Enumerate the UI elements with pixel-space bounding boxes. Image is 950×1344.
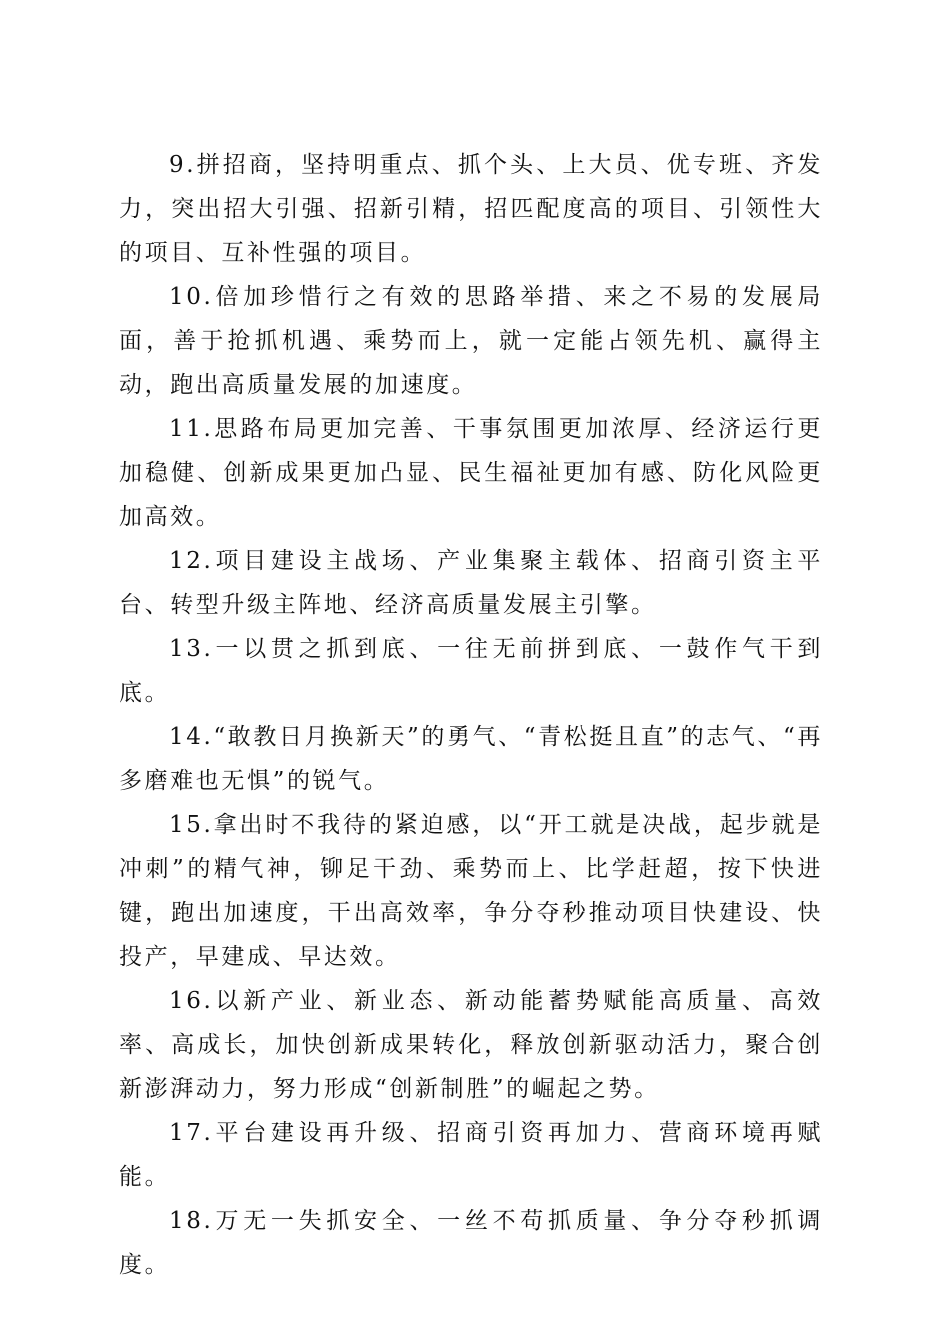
paragraph-14: 14.“敢教日月换新天”的勇气、“青松挺且直”的志气、“再多磨难也无惧”的锐气。 [119,724,823,794]
paragraph-11: 11.思路布局更加完善、干事氛围更加浓厚、经济运行更加稳健、创新成果更加凸显、民生福祉更加有感、防化风险更加高效。 [119,416,823,530]
document-body [119,143,823,1287]
paragraph-17: 17.平台建设再升级、招商引资再加力、营商环境再赋能。 [119,1120,823,1190]
paragraph-12: 12.项目建设主战场、产业集聚主载体、招商引资主平台、转型升级主阵地、经济高质量发展主引擎。 [119,548,823,618]
paragraph-10: 10.倍加珍惜行之有效的思路举措、来之不易的发展局面，善于抢抓机遇、乘势而上，就一定能占领先机、赢得主动，跑出高质量发展的加速度。 [119,284,823,398]
paragraph-9: 9.拼招商，坚持明重点、抓个头、上大员、优专班、齐发力，突出招大引强、招新引精，招匹配度高的项目、引领性大的项目、互补性强的项目。 [119,152,823,266]
paragraph-18: 18.万无一失抓安全、一丝不苟抓质量、争分夺秒抓调度。 [119,1208,823,1278]
paragraph-16: 16.以新产业、新业态、新动能蓄势赋能高质量、高效率、高成长，加快创新成果转化，释放创新驱动活力，聚合创新澎湃动力，努力形成“创新制胜”的崛起之势。 [119,988,823,1102]
paragraph-13: 13.一以贯之抓到底、一往无前拼到底、一鼓作气干到底。 [119,636,823,706]
paragraph-15: 15.拿出时不我待的紧迫感，以“开工就是决战，起步就是冲刺”的精气神，铆足干劲、乘势而上、比学赶超，按下快进键，跑出加速度，干出高效率，争分夺秒推动项目快建设、快投产，早建成、早达效。 [119,812,823,970]
